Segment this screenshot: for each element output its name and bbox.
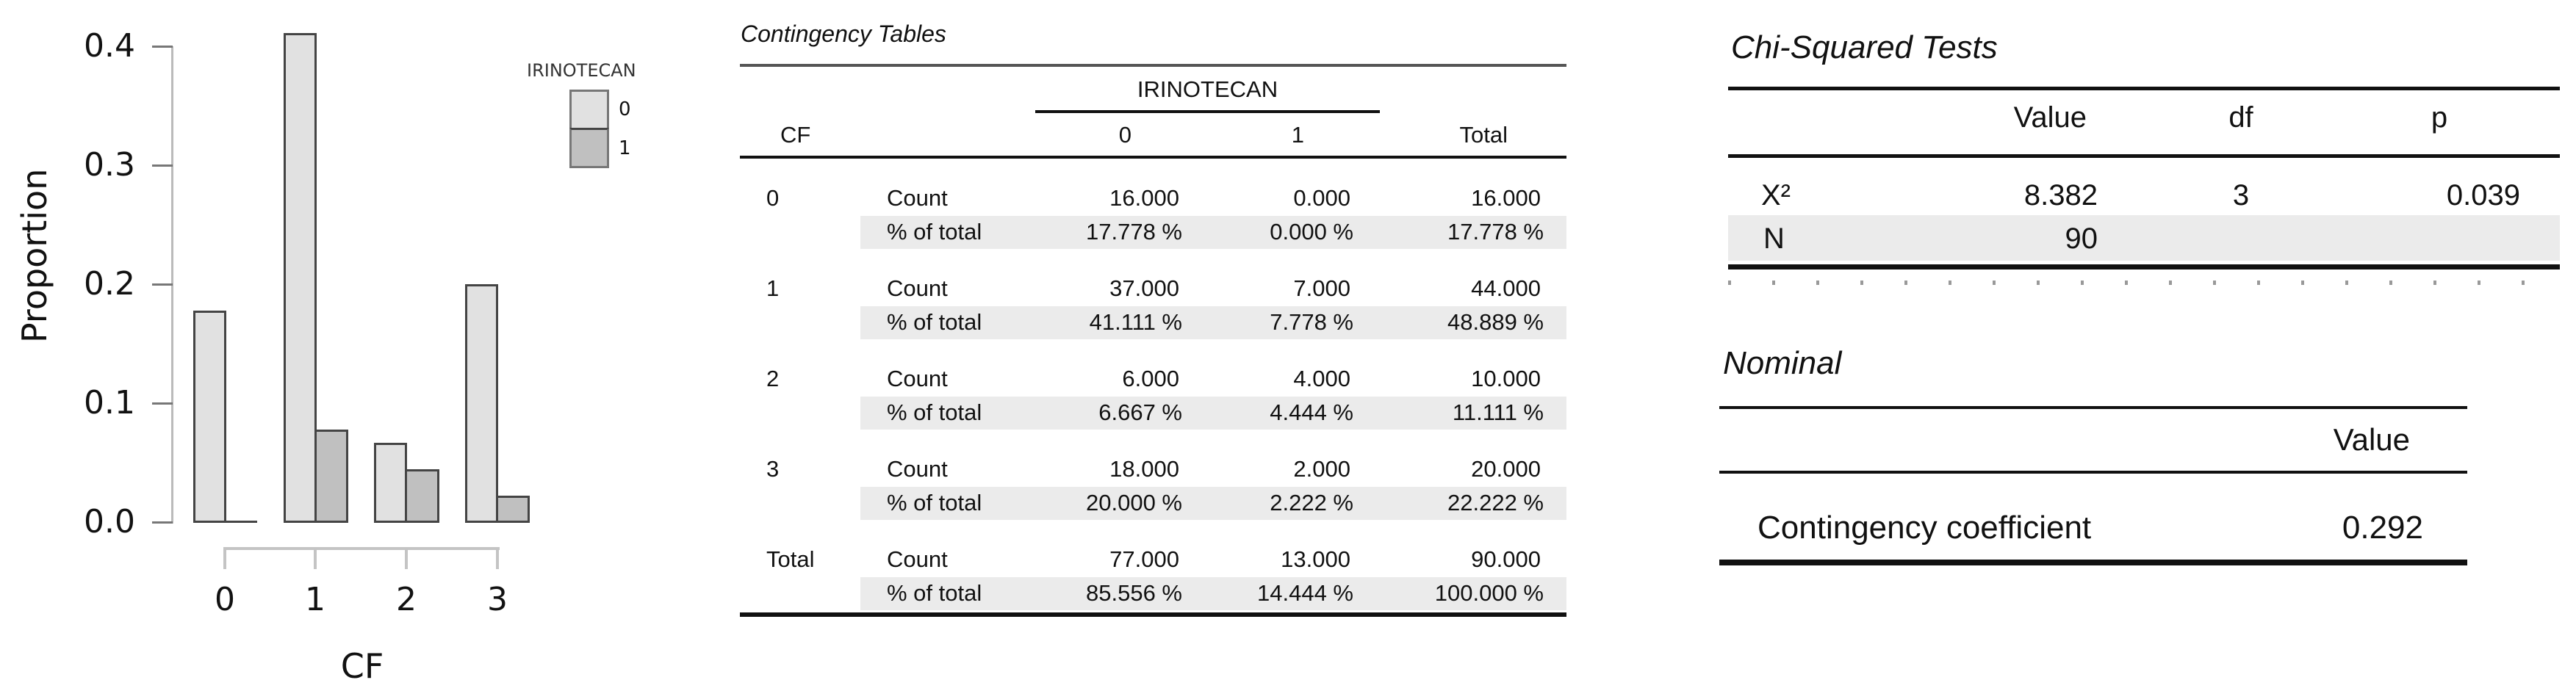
group-header-irinotecan: IRINOTECAN (1137, 76, 1278, 102)
row-label-chi2: X² (1761, 179, 1791, 211)
cell: 2.222 % (1270, 490, 1353, 515)
cell: 10.000 (1471, 366, 1541, 391)
legend-swatch-0 (569, 90, 609, 130)
cell: 17.778 % (1086, 219, 1182, 245)
cell: 22.222 % (1447, 490, 1544, 515)
cell: 0.000 % (1270, 219, 1353, 245)
row-label: 3 (766, 456, 780, 482)
row-label-n: N (1763, 223, 1785, 255)
pct-label: % of total (887, 399, 982, 425)
row-label: 2 (766, 366, 780, 391)
x-tick (314, 547, 317, 569)
x-tick (223, 547, 226, 569)
bar-cf1-irinotecan0 (284, 33, 317, 522)
cell: 14.444 % (1257, 580, 1353, 606)
y-tick-label: 0.2 (84, 265, 135, 303)
cell: 37.000 (1109, 275, 1179, 301)
y-tick (152, 402, 173, 405)
x-tick-label: 3 (487, 581, 508, 618)
cell: 44.000 (1471, 275, 1541, 301)
bar-cf2-irinotecan0 (374, 443, 407, 522)
table-top-rule (1728, 87, 2560, 90)
x-tick-label: 0 (215, 581, 235, 618)
column-header-cf: CF (780, 122, 811, 148)
bar-baseline (374, 521, 439, 523)
column-header-total: Total (1459, 122, 1508, 148)
pct-label: % of total (887, 309, 982, 335)
table-bottom-rule (740, 612, 1566, 617)
table-bottom-rule (1728, 264, 2560, 269)
cell: 6.000 (1122, 366, 1179, 391)
cell: 48.889 % (1447, 309, 1544, 335)
header-bottom-rule (1728, 154, 2560, 158)
x-axis-line (224, 547, 500, 550)
cell: 16.000 (1109, 185, 1179, 211)
chi2-df: 3 (2232, 179, 2250, 211)
y-tick (152, 46, 173, 48)
table-top-rule (740, 64, 1566, 67)
bar-baseline (465, 521, 530, 523)
footnote-clipped (1728, 281, 2560, 285)
y-tick-label: 0.0 (84, 503, 135, 540)
chi2-value: 8.382 (2023, 179, 2098, 211)
table-top-rule (1719, 406, 2467, 409)
count-label: Count (887, 456, 948, 482)
header-bottom-rule (740, 156, 1566, 159)
cell: 4.444 % (1270, 399, 1353, 425)
count-label: Count (887, 185, 948, 211)
y-tick-label: 0.3 (84, 146, 135, 184)
cell: 100.000 % (1434, 580, 1544, 606)
x-tick (496, 547, 499, 569)
y-axis-title: Proportion (15, 168, 54, 343)
bar-cf2-irinotecan1 (405, 469, 439, 522)
header-bottom-rule (1719, 471, 2467, 474)
count-label: Count (887, 275, 948, 301)
y-tick (152, 164, 173, 167)
bar-baseline (284, 521, 348, 523)
bar-cf0-irinotecan1 (193, 521, 257, 523)
x-tick-label: 1 (305, 581, 325, 618)
bar-cf1-irinotecan1 (314, 430, 348, 522)
x-axis-title: CF (340, 646, 384, 686)
row-label: 0 (766, 185, 780, 211)
group-header-rule (1035, 110, 1380, 113)
row-label: Total (766, 546, 815, 572)
cell: 90.000 (1471, 546, 1541, 572)
legend-label-0: 0 (619, 98, 631, 120)
chi-squared-title: Chi-Squared Tests (1731, 29, 1998, 65)
cell: 20.000 (1471, 456, 1541, 482)
cell: 85.556 % (1086, 580, 1182, 606)
y-tick-label: 0.1 (84, 384, 135, 422)
row-label-contingency-coefficient: Contingency coefficient (1757, 510, 2092, 546)
x-tick (405, 547, 408, 569)
pct-label: % of total (887, 580, 982, 606)
row-label: 1 (766, 275, 780, 301)
cell: 16.000 (1471, 185, 1541, 211)
chi2-p: 0.039 (2446, 179, 2520, 211)
n-value: 90 (2065, 223, 2098, 255)
count-label: Count (887, 546, 948, 572)
column-header-value: Value (2013, 101, 2087, 134)
legend-title: IRINOTECAN (527, 60, 636, 81)
cell: 13.000 (1281, 546, 1350, 572)
pct-label: % of total (887, 490, 982, 515)
cell: 17.778 % (1447, 219, 1544, 245)
cell: 77.000 (1109, 546, 1179, 572)
nominal-title: Nominal (1723, 345, 1842, 381)
column-header-1: 1 (1291, 122, 1304, 148)
cell: 11.111 % (1452, 399, 1544, 425)
column-header-df: df (2228, 101, 2253, 134)
y-tick (152, 283, 173, 286)
cell: 0.000 (1293, 185, 1350, 211)
legend-label-1: 1 (619, 137, 631, 159)
column-header-p: p (2431, 101, 2448, 134)
column-header-value: Value (2333, 422, 2410, 457)
bar-cf0-irinotecan0 (193, 311, 226, 522)
pct-label: % of total (887, 219, 982, 245)
legend-swatch-1 (569, 128, 609, 168)
y-tick-label: 0.4 (84, 27, 135, 65)
cell: 41.111 % (1089, 309, 1182, 335)
cell: 7.000 (1293, 275, 1350, 301)
count-label: Count (887, 366, 948, 391)
cell: 20.000 % (1086, 490, 1182, 515)
cell: 7.778 % (1270, 309, 1353, 335)
n-row-band (1728, 215, 2560, 261)
bar-cf3-irinotecan1 (496, 496, 530, 522)
cell: 18.000 (1109, 456, 1179, 482)
bar-cf3-irinotecan0 (465, 284, 498, 522)
cell: 2.000 (1293, 456, 1350, 482)
y-tick (152, 521, 173, 524)
cell: 4.000 (1293, 366, 1350, 391)
x-tick-label: 2 (396, 581, 417, 618)
table-bottom-rule (1719, 560, 2467, 565)
column-header-0: 0 (1118, 122, 1132, 148)
cell: 6.667 % (1098, 399, 1182, 425)
contingency-table-title: Contingency Tables (741, 21, 946, 47)
contingency-coefficient-value: 0.292 (2342, 510, 2423, 546)
